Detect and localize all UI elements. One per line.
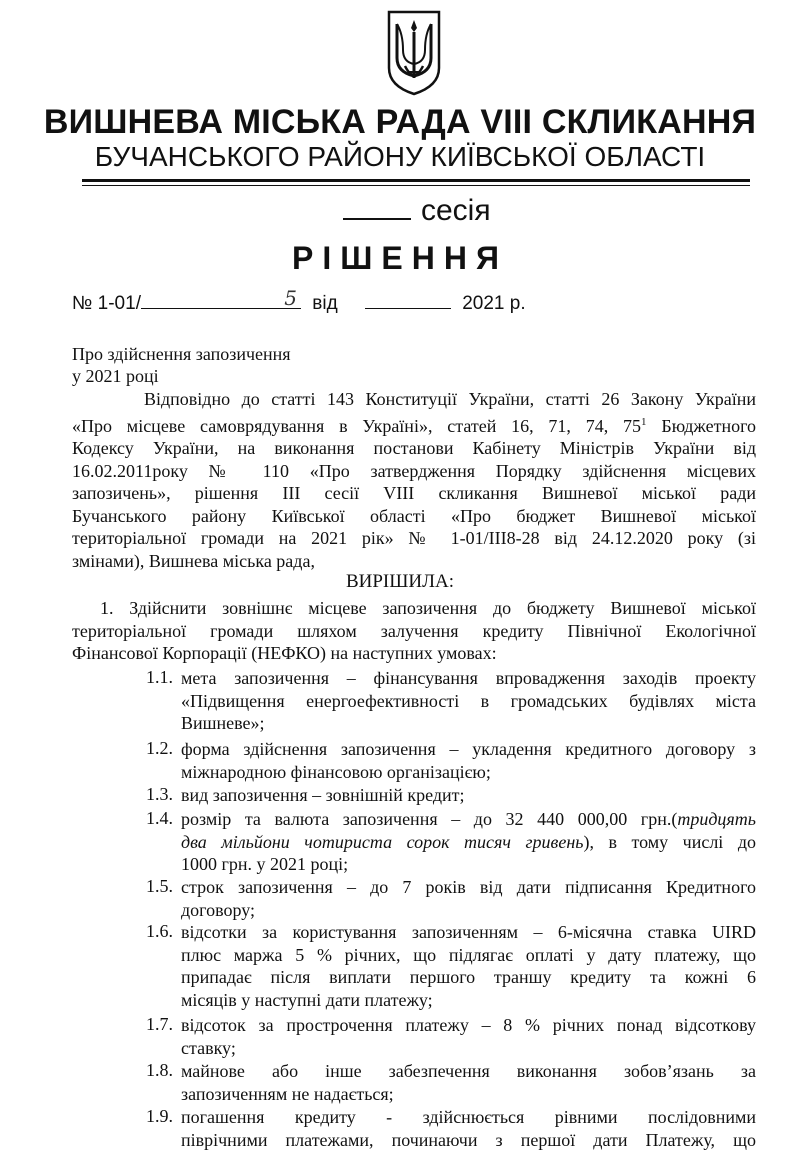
subitem-1-8: майнове або інше забезпечення виконання зобов’язань за запозиченням не надається; xyxy=(181,1061,756,1104)
subitem-number: 1.4. xyxy=(146,808,173,828)
subitem-1-1: мета запозичення – фінансування впровадження заходів проекту «Підвищення енергоефективності в громадських будівлях міста Вишневе»; xyxy=(181,668,756,733)
subitem-1-7: відсоток за прострочення платежу – 8 % річних понад відсоткову ставку; xyxy=(181,1015,756,1058)
subitem-1-9: погашення кредиту - здійснюється рівними послідовними піврічними платежами, починаючи з першої дати Платежу, що xyxy=(181,1107,756,1150)
preamble xyxy=(72,388,756,572)
subitem-number: 1.5. xyxy=(146,876,173,896)
district-name: БУЧАНСЬКОГО РАЙОНУ КИЇВСЬКОЇ ОБЛАСТІ xyxy=(94,141,706,172)
subitem-1-4: розмір та валюта запозичення – до 32 440 000,00 грн.(тридцять два мільйони чотириста сорок тисяч гривень), в тому числі до 1000 грн. у 2021 році; xyxy=(181,809,756,874)
decision-title: РІШЕННЯ xyxy=(292,240,508,276)
preamble-line: 16.02.2011року № 110 «Про затвердження Порядку здійснення місцевих xyxy=(72,460,756,481)
subitem-number: 1.9. xyxy=(146,1106,173,1126)
preamble-line: територіальної громади на 2021 рік» № 1-01/ІІІ8-28 від 24.12.2020 року (зі xyxy=(72,528,756,548)
decision-number-line xyxy=(72,286,526,315)
subitem-number: 1.8. xyxy=(146,1060,173,1080)
session-label: сесія xyxy=(421,194,491,227)
subitem-1-5: строк запозичення – до 7 років від дати підписання Кредитного договору; xyxy=(181,877,756,920)
item-1-line: Фінансової Корпорації (НЕФКО) на наступних умовах: xyxy=(72,643,497,663)
year-label: 2021 р. xyxy=(462,293,526,314)
subitem-1-2: форма здійснення запозичення – укладення кредитного договору з міжнародною фінансовою організацією; xyxy=(181,739,756,782)
subject-line-1: Про здійснення запозичення xyxy=(72,344,291,364)
from-label: від xyxy=(312,293,338,314)
preamble-line: Кодексу України, на виконання постанови Кабінету Міністрів України від xyxy=(72,438,756,458)
trident-coat-of-arms-icon xyxy=(387,10,441,96)
preamble-line: Бучанського району Київської області «Про бюджет Вишневої міської xyxy=(72,505,756,526)
preamble-line: «Про місцеве самоврядування в Україні», статей 16, 71, 74, $75^1$ Бюджетного xyxy=(72,415,757,436)
council-name: ВИШНЕВА МІСЬКА РАДА VIII СКЛИКАННЯ xyxy=(43,103,757,141)
preamble-line: запозичень», рішення ІІІ сесії VІІІ скликання Вишневої міської ради xyxy=(72,483,756,503)
subject-line-2: у 2021 році xyxy=(72,366,159,386)
subitem-1-3: вид запозичення – зовнішній кредит; xyxy=(181,785,465,805)
number-blank xyxy=(141,286,301,310)
subitem-number: 1.6. xyxy=(146,921,173,941)
subitem-1-6: відсотки за користування запозиченням – 6-місячна ставка UIRD плюс маржа 5 % річних, що підлягає оплаті у дату платежу, що припадає після виплати першого траншу кредиту та кожні 6 місяців у наступні дати платежу; xyxy=(181,922,756,1010)
subitem-number: 1.3. xyxy=(146,784,173,804)
subitem-number: 1.2. xyxy=(146,738,173,758)
handwritten-number: 5 xyxy=(284,286,297,310)
number-prefix: № 1-01/ xyxy=(72,293,141,314)
item-1 xyxy=(72,597,756,665)
header-rule-thick xyxy=(82,179,750,182)
header-rule-thin xyxy=(82,185,750,186)
item-1-line: територіальної громади шляхом залучення кредиту Північної Екологічної xyxy=(72,620,756,641)
subitem-number: 1.1. xyxy=(146,667,173,687)
item-1-line: 1. Здійснити зовнішнє місцеве запозичення до бюджету Вишневої міської xyxy=(100,598,756,618)
session-blank xyxy=(343,192,411,220)
subitem-number: 1.7. xyxy=(146,1014,173,1034)
resolved-heading: ВИРІШИЛА: xyxy=(345,571,455,592)
preamble-line: змінами), Вишнева міська рада, xyxy=(72,550,315,571)
date-blank xyxy=(365,291,451,309)
preamble-line: Відповідно до статті 143 Конституції України, статті 26 Закону України xyxy=(144,389,756,409)
session-line xyxy=(343,192,491,228)
